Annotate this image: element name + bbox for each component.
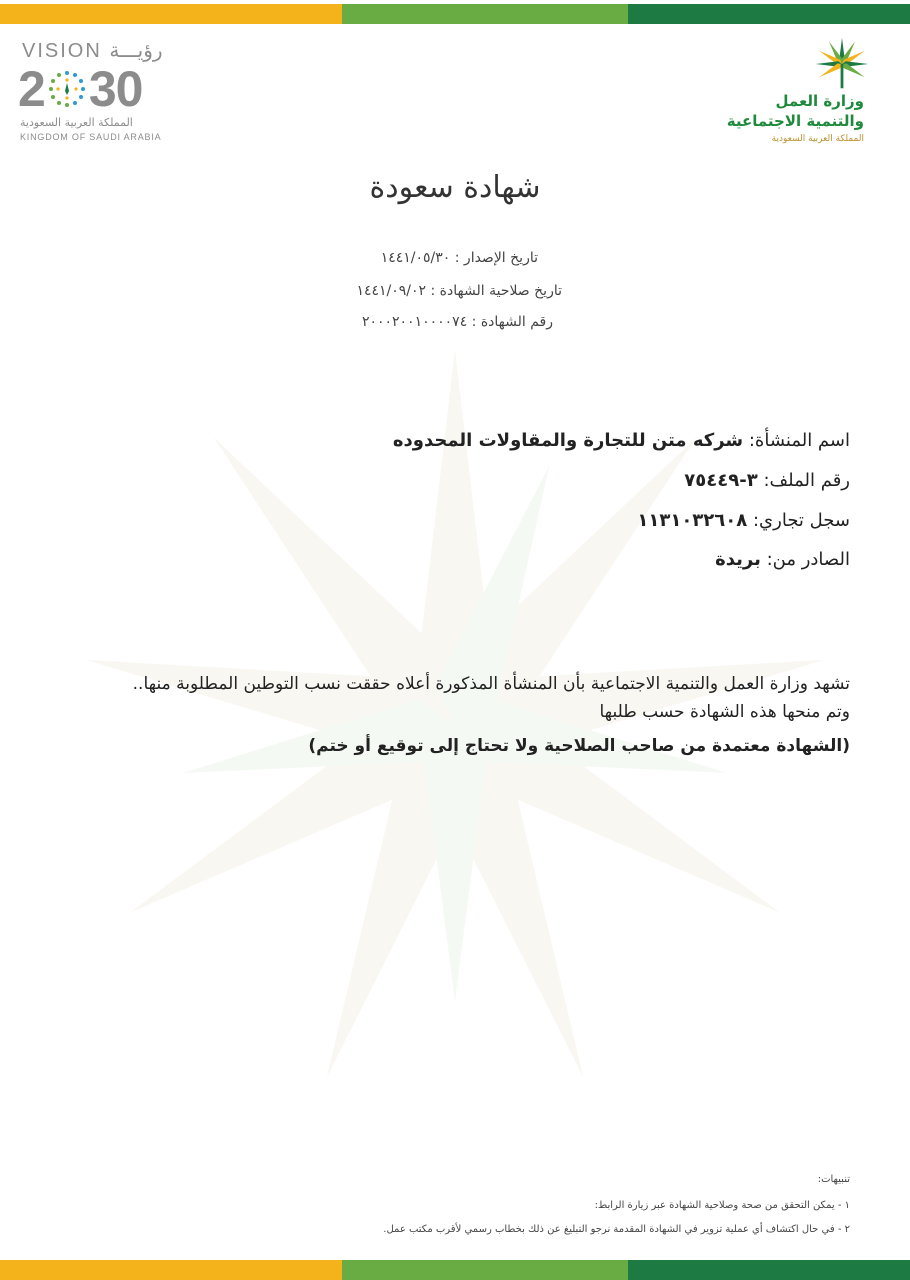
establishment-row — [393, 430, 850, 451]
vision-number-left: 2 — [18, 61, 45, 117]
vision-2030-number — [18, 62, 142, 116]
bottom-bar-dark-green-segment — [628, 1260, 910, 1280]
notes-heading: تنبيهات: — [817, 1174, 850, 1185]
vision-number-right: 30 — [88, 61, 143, 117]
issued-from-value: بريدة — [715, 549, 761, 570]
vision-2030-logo — [18, 38, 178, 148]
page-title: شهادة سعودة — [369, 170, 541, 205]
file-number-value: ٣-٧٥٤٤٩ — [684, 470, 758, 491]
top-bar-yellow-segment — [0, 4, 342, 24]
establishment-label: اسم المنشأة: — [748, 430, 850, 451]
establishment-value: شركه متن للتجارة والمقاولات المحدوده — [392, 430, 744, 451]
commercial-register-row — [637, 510, 850, 531]
note-verification: ١ - يمكن التحقق من صحة وصلاحية الشهادة عبر زيارة الرابط: — [594, 1200, 850, 1211]
top-bar-light-green-segment — [342, 4, 628, 24]
vision-emblem-icon — [47, 69, 87, 109]
ministry-name-line1: وزارة العمل — [775, 92, 864, 110]
issued-from-row — [715, 549, 850, 570]
ministry-country: المملكة العربية السعودية — [771, 134, 864, 144]
statement-line1: تشهد وزارة العمل والتنمية الاجتماعية بأن المنشأة المذكورة أعلاه حققت نسب التوطين المطلوبة منها.. — [132, 674, 850, 694]
commercial-register-label: سجل تجاري: — [752, 510, 850, 531]
ministry-logo — [726, 36, 890, 151]
commercial-register-value: ١١٣١٠٣٢٦٠٨ — [637, 510, 748, 531]
palm-emblem-icon — [814, 36, 870, 92]
file-number-row — [684, 470, 850, 491]
issue-date: تاريخ الإصدار : ١٤٤١/٠٥/٣٠ — [380, 250, 538, 266]
validity-date: تاريخ صلاحية الشهادة : ١٤٤١/٠٩/٠٢ — [356, 283, 562, 299]
ministry-name-line2: والتنمية الاجتماعية — [726, 112, 864, 130]
certificate-number: رقم الشهادة : ٢٠٠٠٢٠٠١٠٠٠٠٧٤ — [361, 314, 553, 330]
certificate-statement — [60, 670, 850, 760]
bottom-bar-yellow-segment — [0, 1260, 342, 1280]
bottom-bar-light-green-segment — [342, 1260, 628, 1280]
vision-arabic-country: المملكة العربية السعودية — [20, 116, 133, 129]
top-color-bar — [0, 4, 910, 24]
vision-english-country: KINGDOM OF SAUDI ARABIA — [20, 132, 162, 142]
bottom-color-bar — [0, 1260, 910, 1280]
vision-wordmark: VISION رؤيـــة — [22, 40, 163, 62]
statement-line2: وتم منحها هذه الشهادة حسب طلبها — [599, 702, 850, 722]
issued-from-label: الصادر من: — [766, 549, 850, 570]
top-bar-dark-green-segment — [628, 4, 910, 24]
statement-approval-note: (الشهادة معتمدة من صاحب الصلاحية ولا تحتاج إلى توقيع أو ختم) — [308, 736, 850, 756]
note-forgery-report: ٢ - في حال اكتشاف أي عملية تزوير في الشهادة المقدمة نرجو التبليغ عن ذلك بخطاب رسمي لأقرب مكتب عمل. — [383, 1224, 850, 1235]
file-number-label: رقم الملف: — [763, 470, 850, 491]
